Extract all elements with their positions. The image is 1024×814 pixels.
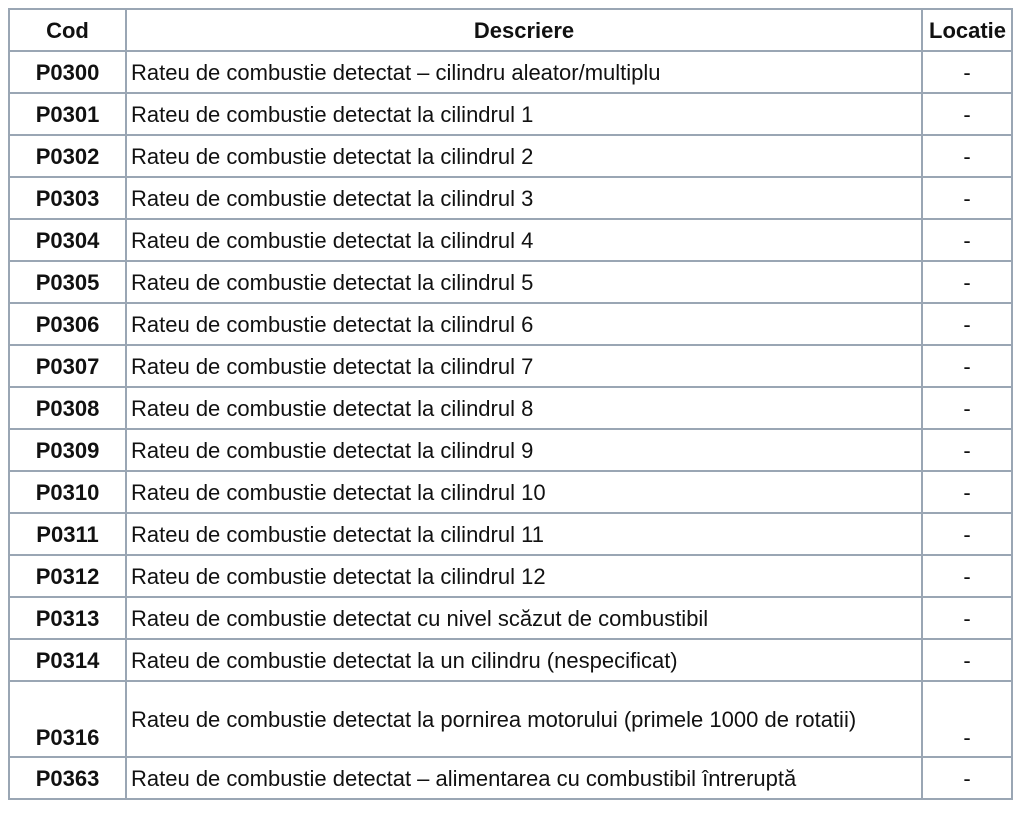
cell-description: Rateu de combustie detectat la cilindrul 10 (126, 471, 922, 513)
cell-location: - (922, 387, 1012, 429)
cell-description: Rateu de combustie detectat la cilindrul 1 (126, 93, 922, 135)
table-row (9, 219, 1012, 261)
diagnostic-codes-table (8, 8, 1013, 800)
table-row (9, 135, 1012, 177)
table-row (9, 471, 1012, 513)
cell-description: Rateu de combustie detectat la cilindrul 12 (126, 555, 922, 597)
cell-location: - (922, 345, 1012, 387)
table-row (9, 51, 1012, 93)
table-row (9, 555, 1012, 597)
cell-description: Rateu de combustie detectat la cilindrul 9 (126, 429, 922, 471)
diagnostic-codes-table-wrapper (8, 8, 1013, 800)
cell-location: - (922, 51, 1012, 93)
cell-description: Rateu de combustie detectat – alimentarea cu combustibil întreruptă (126, 757, 922, 799)
table-row (9, 177, 1012, 219)
cell-description: Rateu de combustie detectat la cilindrul 11 (126, 513, 922, 555)
cell-description: Rateu de combustie detectat la cilindrul 6 (126, 303, 922, 345)
cell-location: - (922, 555, 1012, 597)
cell-location: - (922, 261, 1012, 303)
table-row (9, 303, 1012, 345)
header-code: Cod (9, 9, 126, 51)
cell-location: - (922, 219, 1012, 261)
cell-description: Rateu de combustie detectat la cilindrul 3 (126, 177, 922, 219)
cell-location: - (922, 471, 1012, 513)
table-row (9, 93, 1012, 135)
table-row (9, 597, 1012, 639)
cell-code: P0301 (9, 93, 126, 135)
cell-code: P0302 (9, 135, 126, 177)
cell-description: Rateu de combustie detectat cu nivel scăzut de combustibil (126, 597, 922, 639)
cell-description: Rateu de combustie detectat la cilindrul 4 (126, 219, 922, 261)
header-location: Locatie (922, 9, 1012, 51)
table-header-row (9, 9, 1012, 51)
cell-code: P0313 (9, 597, 126, 639)
cell-description: Rateu de combustie detectat la cilindrul 5 (126, 261, 922, 303)
cell-description: Rateu de combustie detectat la un cilindru (nespecificat) (126, 639, 922, 681)
cell-location: - (922, 597, 1012, 639)
cell-code: P0314 (9, 639, 126, 681)
cell-code: P0307 (9, 345, 126, 387)
cell-code: P0312 (9, 555, 126, 597)
cell-description: Rateu de combustie detectat la pornirea motorului (primele 1000 de rotatii) (126, 681, 922, 757)
cell-location: - (922, 93, 1012, 135)
cell-location: - (922, 429, 1012, 471)
cell-code: P0300 (9, 51, 126, 93)
cell-code: P0311 (9, 513, 126, 555)
cell-location: - (922, 177, 1012, 219)
cell-description: Rateu de combustie detectat la cilindrul 8 (126, 387, 922, 429)
table-row (9, 513, 1012, 555)
cell-description: Rateu de combustie detectat la cilindrul 2 (126, 135, 922, 177)
cell-code: P0306 (9, 303, 126, 345)
header-description: Descriere (126, 9, 922, 51)
table-row (9, 681, 1012, 757)
cell-code: P0363 (9, 757, 126, 799)
cell-location: - (922, 303, 1012, 345)
cell-description: Rateu de combustie detectat – cilindru aleator/multiplu (126, 51, 922, 93)
table-row (9, 429, 1012, 471)
cell-code: P0308 (9, 387, 126, 429)
cell-location: - (922, 513, 1012, 555)
cell-code: P0305 (9, 261, 126, 303)
cell-code: P0304 (9, 219, 126, 261)
cell-code: P0316 (9, 681, 126, 757)
cell-location: - (922, 135, 1012, 177)
cell-location: - (922, 681, 1012, 757)
cell-code: P0303 (9, 177, 126, 219)
cell-code: P0310 (9, 471, 126, 513)
cell-description: Rateu de combustie detectat la cilindrul 7 (126, 345, 922, 387)
table-row (9, 639, 1012, 681)
cell-code: P0309 (9, 429, 126, 471)
cell-location: - (922, 757, 1012, 799)
table-row (9, 387, 1012, 429)
cell-location: - (922, 639, 1012, 681)
table-row (9, 757, 1012, 799)
table-row (9, 345, 1012, 387)
table-row (9, 261, 1012, 303)
